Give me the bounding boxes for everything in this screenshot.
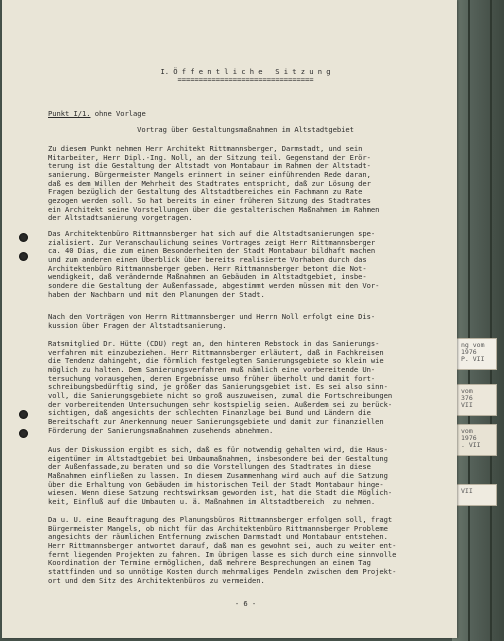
text-line: eigentümer im Altstadtgebiet bei Umbaumaßnahmen, insbesondere bei der Gestaltung xyxy=(48,453,388,463)
text-line: sondere die Gestaltung der Außenfassade, abgestimmt werden müssen mit den Vor- xyxy=(48,280,380,290)
text-line: Koordination der Termine ermöglichen, daß mehrere Besprechungen an einem Tag xyxy=(48,558,371,568)
text-line: ort und dem Sitz des Architektenbüros zu vermeiden. xyxy=(48,575,265,585)
text-line: verfahren mit einzubeziehen. Herr Rittmannsberger erläutert, daß in Fachkreisen xyxy=(48,347,384,357)
text-line: der vorbereitenden Untersuchungen sehr kostspielig seien. Außerdem sei zu berück- xyxy=(48,399,393,409)
index-tab[interactable] xyxy=(457,338,497,370)
agenda-item-title: Vortrag über Gestaltungsmaßnahmen im Altstadtgebiet xyxy=(137,125,354,134)
text-line: Mitarbeiter, Herr Dipl.-Ing. Noll, an der Sitzung teil. Gegenstand der Erör- xyxy=(48,152,371,162)
text-line: Architektenbüro Rittmannsberger geben. Herr Rittmannsberger betont die Not- xyxy=(48,263,367,273)
text-line: Zu diesem Punkt nehmen Herr Architekt Rittmannsberger, Darmstadt, und sein xyxy=(48,144,363,153)
punch-hole xyxy=(19,252,28,261)
tab-label: vom 376 VII xyxy=(461,387,473,409)
punch-hole xyxy=(19,410,28,419)
text-line: Bereitschaft zur Anerkennung neuer Sanierungsgebiete und damit zur finanziellen xyxy=(48,416,384,426)
text-line: ca. 40 Dias, die zum einen Besonderheiten der Stadt Montabaur bildhaft machen xyxy=(48,246,376,256)
text-line: zialisiert. Zur Veranschaulichung seines Vortrages zeigt Herr Rittmannsberger xyxy=(48,237,376,247)
text-line: stattfinden und so unnötige Kosten durch mehrmaliges Pendeln zwischen dem Projekt- xyxy=(48,566,397,576)
text-line: Ratsmitglied Dr. Hütte (CDU) regt an, den hinteren Rebstock in das Sanierungs- xyxy=(48,339,380,348)
text-line: Nach den Vorträgen von Herrn Rittmannsberger und Herrn Noll erfolgt eine Dis- xyxy=(48,312,376,321)
text-line: daß es dem Willen der Mehrheit des Stadtrates entspricht, daß zur Lösung der xyxy=(48,178,371,188)
text-line: Maßnahmen einfließen zu lassen. In diesem Zusammenhang wird auch auf die Satzung xyxy=(48,470,388,480)
cover-stripe xyxy=(468,0,470,641)
agenda-item-label: Punkt I/1. xyxy=(48,109,91,118)
text-line: kussion über Fragen der Altstadtsanierung. xyxy=(48,320,227,330)
text-line: terung ist die Gestaltung der Altstadt von Montabaur im Rahmen der Altstadt- xyxy=(48,161,371,171)
text-line: die Tendenz dahingeht, die förmlich festgelegten Sanierungsgebiete so klein wie xyxy=(48,356,384,366)
page-number: - 6 - xyxy=(234,599,257,608)
text-line: Da u. U. eine Beauftragung des Planungsbüros Rittmannsberger erfolgen soll, fragt xyxy=(48,515,393,524)
document-body xyxy=(48,0,443,608)
text-line: schreibungsbedürftig sind, je größer das Sanierungsgebiet ist. Es sei also sinn- xyxy=(48,382,388,392)
text-line: angesichts der räumlichen Entfernung zwischen Darmstadt und Montabaur entstehen. xyxy=(48,532,388,542)
text-line: ein Architekt seine Vorstellungen über die gestalterischen Maßnahmen im Rahmen xyxy=(48,204,380,214)
index-tab[interactable] xyxy=(457,424,497,456)
text-line: voll, die Sanierungsgebiete nicht so groß auszuweisen, zumal die Fortschreibungen xyxy=(48,390,393,400)
paragraph xyxy=(48,446,392,507)
index-tab[interactable] xyxy=(457,484,497,506)
text-line: der Außenfassade,zu beraten und so die Vorstellungen des Stadtrates in diese xyxy=(48,462,371,472)
text-line: Herr Rittmannsberger antwortet darauf, daß man es gewohnt sei, auch zu weiter ent- xyxy=(48,540,397,550)
text-line: Bürgermeister Mangels, ob nicht für das Architektenbüro Rittmannsberger Probleme xyxy=(48,523,388,533)
heading-rule: ================================ xyxy=(177,75,314,84)
text-line: keit, Einfluß auf die Umbauten u. ä. Maßnahmen im Altstadtbereich zu nehmen. xyxy=(48,496,376,506)
text-line: Das Architektenbüro Rittmannsberger hat sich auf die Altstadtsanierungen spe- xyxy=(48,229,376,238)
text-line: der Altstadtsanierung vorgetragen. xyxy=(48,213,193,223)
text-line: Fragen bezüglich der Gestaltung des Altstadtbereiches ein Fachmann zu Rate xyxy=(48,187,363,197)
tab-label: ng vom 1976 P. VII xyxy=(461,341,485,363)
paragraph xyxy=(48,340,392,435)
text-line: fernt liegenden Projekten zu fahren. Im übrigen lasse es sich durch eine sinnvolle xyxy=(48,549,397,559)
punch-hole xyxy=(19,429,28,438)
text-line: möglich zu halten. Dem Sanierungsverfahren muß nämlich eine vorbereitende Un- xyxy=(48,364,376,374)
document-page xyxy=(2,0,457,638)
index-tab[interactable] xyxy=(457,384,497,416)
section-heading: I. Ö f f e n t l i c h e S i t z u n g xyxy=(160,67,331,76)
paragraph xyxy=(48,516,396,585)
text-line: haben der Nachbarn und mit den Planungen der Stadt. xyxy=(48,289,265,299)
text-line: sichtigen, daß angesichts der schlechten Finanzlage bei Bund und Ländern die xyxy=(48,408,371,418)
tab-label: vom 1976 . VII xyxy=(461,427,481,449)
paragraph xyxy=(48,145,379,223)
text-line: Förderung der Sanierungsmaßnahmen zusehends abnehmen. xyxy=(48,425,274,435)
text-line: über die Erhaltung von Gebäuden im historischen Teil der Stadt Montabaur hinge- xyxy=(48,479,384,489)
punch-hole xyxy=(19,233,28,242)
text-line: wendigkeit, daß verändernde Maßnahmen an Gebäuden im Altstadtgebiet, insbe- xyxy=(48,272,367,282)
text-line: Aus der Diskussion ergibt es sich, daß es für notwendig gehalten wird, die Haus- xyxy=(48,445,388,454)
binder-cover-edge xyxy=(452,0,504,641)
agenda-item-note: ohne Vorlage xyxy=(90,109,146,118)
paragraph xyxy=(48,230,379,299)
tab-label: VII xyxy=(461,487,473,495)
text-line: tersuchung vorausgehen, deren Ergebnisse umso früher überholt und damit fort- xyxy=(48,373,376,383)
paragraph xyxy=(48,313,375,330)
text-line: gezogen werden soll. So hat bereits in einer früheren Sitzung des Stadtrates xyxy=(48,195,371,205)
cover-stripe xyxy=(490,0,492,641)
text-line: und zum anderen einen Überblick über bereits realisierte Vorhaben durch das xyxy=(48,254,367,264)
agenda-item xyxy=(48,110,146,119)
text-line: wiesen. Wenn diese Satzung rechtswirksam geworden ist, hat die Stadt die Möglich- xyxy=(48,488,393,498)
text-line: sanierung. Bürgermeister Mangels erinnert in seiner einführenden Rede daran, xyxy=(48,169,371,179)
